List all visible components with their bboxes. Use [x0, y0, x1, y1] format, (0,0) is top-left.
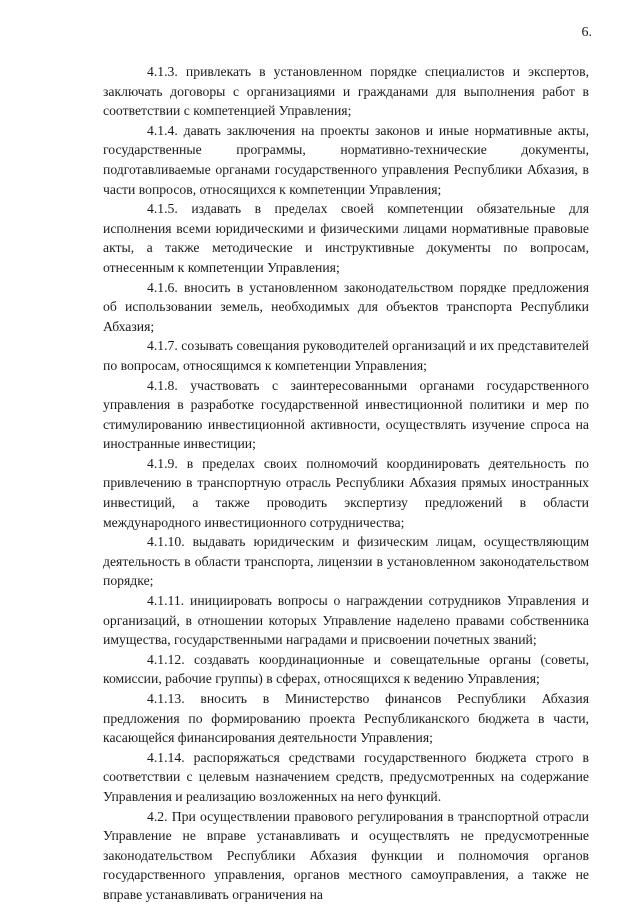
paragraph-4-1-3: 4.1.3. привлекать в установленном порядке специалистов и экспертов, заключать договоры с организациями и гражданами для выполнения работ в соответствии с компетенцией Управления; [103, 64, 589, 119]
paragraph-4-1-11: 4.1.11. инициировать вопросы о награждении сотрудников Управления и организаций, в отношении которых Управление наделено правами собственника имущества, государственными наградами и присвоении почетных званий; [103, 593, 589, 648]
paragraph-4-1-7: 4.1.7. созывать совещания руководителей организаций и их представителей по вопросам, относящимся к компетенции Управления; [103, 338, 589, 373]
paragraph-4-1-12: 4.1.12. создавать координационные и совещательные органы (советы, комиссии, рабочие группы) в сферах, относящихся к ведению Управления; [103, 651, 589, 687]
paragraph-4-1-14: 4.1.14. распоряжаться средствами государственного бюджета строго в соответствии с целевым назначением средств, предусмотренных на содержание Управления и реализацию возложенных на него функций. [103, 749, 589, 804]
paragraph-4-1-10: 4.1.10. выдавать юридическим и физическим лицам, осуществляющим деятельность в области транспорта, лицензии в установленном законодательством порядке; [103, 534, 589, 589]
paragraph-4-1-13: 4.1.13. вносить в Министерство финансов Республики Абхазия предложения по формированию проекта Республиканского бюджета в части, касающейся финансирования деятельности Управления; [103, 691, 589, 746]
paragraph-4-1-9: 4.1.9. в пределах своих полномочий координировать деятельность по привлечению в транспортную отрасль Республики Абхазия прямых иностранных инвестиций, а также проводить экспертизу предложений в области международного инвестиционного сотрудничества; [103, 455, 589, 530]
paragraph-4-1-5: 4.1.5. издавать в пределах своей компетенции обязательные для исполнения всеми юридическими и физическими лицами нормативные правовые акты, а также методические и инструктивные документы по вопросам, отнесенным к компетенции Управления; [103, 201, 589, 275]
document-body [103, 62, 589, 905]
page-number: 6. [581, 25, 592, 40]
paragraph-4-1-8: 4.1.8. участвовать с заинтересованными органами государственного управления в разработке государственной инвестиционной политики и мер по стимулированию инвестиционной активности, осуществлять изучение спроса на иностранные инвестиции; [103, 377, 589, 452]
paragraph-4-1-6: 4.1.6. вносить в установленном законодательством порядке предложения об использовании земель, необходимых для объектов транспорта Республики Абхазия; [103, 279, 589, 334]
paragraph-4-1-4: 4.1.4. давать заключения на проекты законов и иные нормативные акты, государственные программы, нормативно-технические документы, подготавливаемые органами государственного управления Республики Абхазия, в части вопросов, относящихся к компетенции Управления; [103, 122, 589, 197]
paragraph-4-2: 4.2. При осуществлении правового регулирования в транспортной отрасли Управление не вправе устанавливать и осуществлять не предусмотренные законодательством Республики Абхазия функции и полномочия органов государственного управления, органов местного самоуправления, а также не вправе устанавливать ограничения на [103, 808, 589, 902]
